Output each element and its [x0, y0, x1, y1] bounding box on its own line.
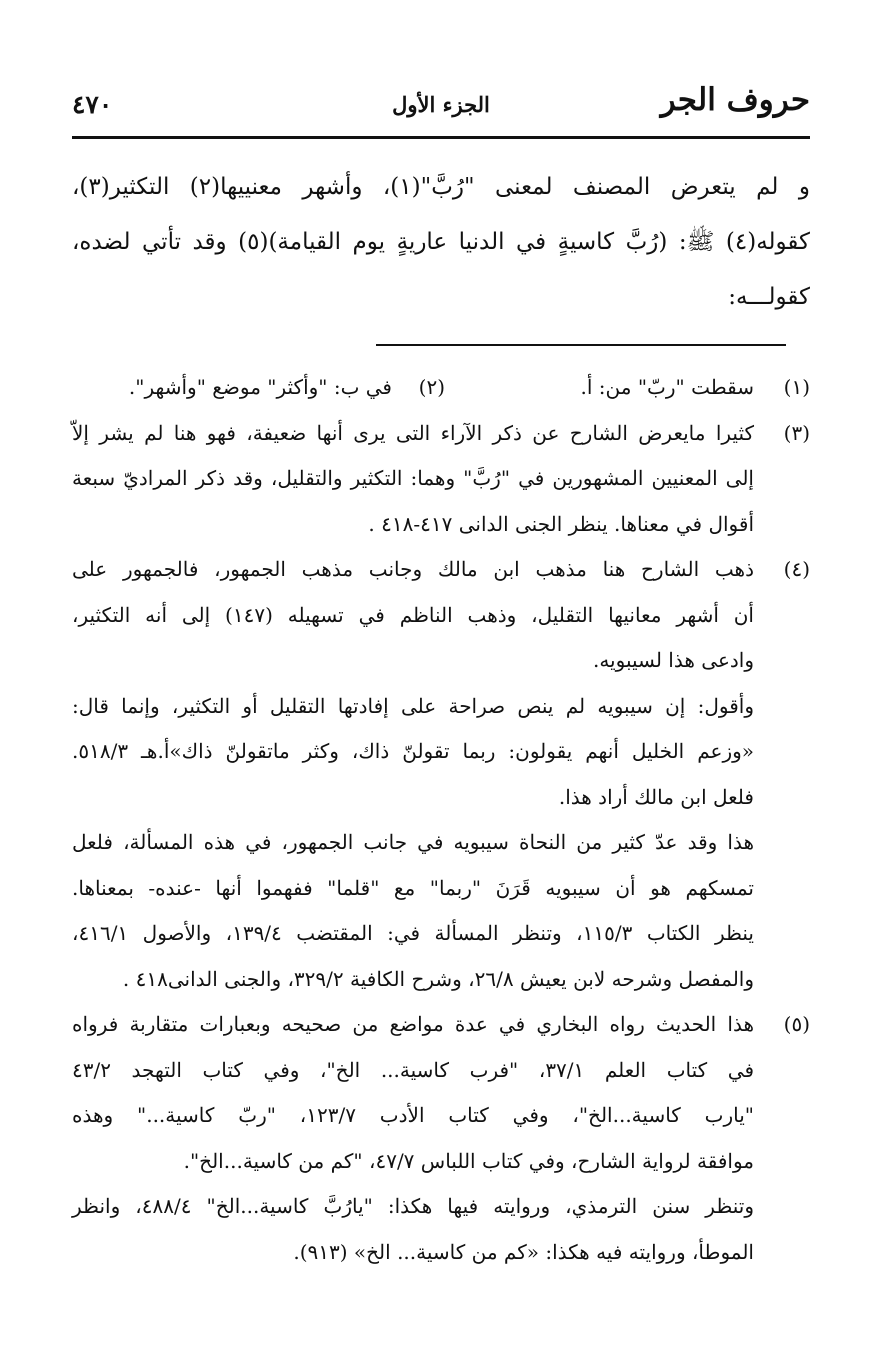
footnotes	[72, 365, 810, 1275]
footnote-line: إلى المعنيين المشهورين في "رُبَّ" وهما: التكثير والتقليل، وقد ذكر المراديّ سبعة	[72, 466, 754, 490]
footnote-line: «وزعم الخليل أنهم يقولون: ربما تقولنّ ذاك، وكثر ماتقولنّ ذاك»أ.هـ ٥١٨/٣.	[72, 739, 754, 763]
footnote-line: وتنظر سنن الترمذي، وروايته فيها هكذا: "يارُبَّ كاسية...الخ" ٤٨٨/٤، وانظر	[72, 1194, 755, 1218]
footnote-line: أن أشهر معانيها التقليل، وذهب الناظم في تسهيله (١٤٧) إلى أنه التكثير،	[72, 602, 754, 627]
page-header	[72, 70, 810, 130]
main-text	[72, 160, 810, 325]
footnote-line: ينظر الكتاب ١١٥/٣، وتنظر المسألة في: المقتضب ١٣٩/٤، والأصول ٤١٦/١،	[72, 921, 754, 945]
footnote-text: سقطت "ربّ" من: أ.	[580, 375, 754, 399]
page-number: ٤٧٠	[72, 90, 113, 119]
footnote-line: أقوال في معناها. ينظر الجنى الدانى ٤١٧-٤١٨ .	[368, 511, 754, 536]
footnote-4	[72, 547, 810, 1002]
footnote-number: (٤)	[783, 557, 810, 581]
footnote-line: ذهب الشارح هنا مذهب ابن مالك وجانب مذهب الجمهور، فالجمهور على	[72, 557, 754, 581]
footnote-line: هذا الحديث رواه البخاري في عدة مواضع من صحيحه وبعبارات متقاربة فرواه	[72, 1012, 754, 1036]
volume-label: الجزء الأول	[392, 92, 490, 117]
footnote-line: وأقول: إن سيبويه لم ينص صراحة على إفادتها التقليل أو التكثير، وإنما قال:	[72, 693, 754, 718]
main-text-line: كقوله(٤) ﷺ: (رُبَّ كاسيةٍ في الدنيا عاريةٍ يوم القيامة)(٥) وقد تأتي لضده،	[72, 229, 810, 255]
footnote-row-1-2	[72, 365, 810, 411]
footnote-line: "يارب كاسية...الخ"، وفي كتاب الأدب ١٢٣/٧، "ربّ كاسية..." وهذه	[72, 1103, 754, 1127]
footnote-number: (٢)	[418, 375, 445, 399]
footnote-line: في كتاب العلم ٣٧/١، "فرب كاسية... الخ"، وفي كتاب التهجد ٤٣/٢	[72, 1057, 755, 1082]
chapter-title: حروف الجر	[660, 82, 810, 118]
footnote-separator	[376, 344, 786, 346]
footnote-5	[72, 1002, 810, 1275]
header-divider	[72, 136, 810, 139]
footnote-line: الموطأ، وروايته فيه هكذا: «كم من كاسية... الخ» (٩١٣).	[293, 1239, 754, 1264]
footnote-line: موافقة لرواية الشارح، وفي كتاب اللباس ٤٧/٧، "كم من كاسية...الخ".	[183, 1148, 754, 1173]
footnote-number: (١)	[783, 375, 810, 399]
footnote-number: (٣)	[783, 420, 810, 445]
footnote-line: هذا وقد عدّ كثير من النحاة سيبويه في جانب الجمهور، في هذه المسألة، فلعل	[72, 830, 754, 854]
footnote-text: في ب: "وأكثر" موضع "وأشهر".	[128, 375, 392, 399]
footnote-line: تمسكهم هو أن سيبويه قَرَنَ "ربما" مع "قلما" ففهموا أنها -عنده- بمعناها.	[72, 875, 754, 900]
footnote-line: فلعل ابن مالك أراد هذا.	[558, 784, 754, 809]
main-text-line: و لم يتعرض المصنف لمعنى "رُبَّ"(١)، وأشهر معنييها(٢) التكثير(٣)،	[72, 174, 810, 200]
footnote-line: كثيرا مايعرض الشارح عن ذكر الآراء التى يرى أنها ضعيفة، فهو هنا لم يشر إلاّ	[72, 420, 754, 445]
footnote-3	[72, 411, 810, 548]
footnote-number: (٥)	[783, 1012, 810, 1036]
footnote-line: وادعى هذا لسيبويه.	[592, 648, 754, 672]
main-text-line: كقولـــه:	[728, 284, 810, 310]
footnote-line: والمفصل وشرحه لابن يعيش ٢٦/٨، وشرح الكافية ٣٢٩/٢، والجنى الدانى٤١٨ .	[122, 966, 754, 991]
